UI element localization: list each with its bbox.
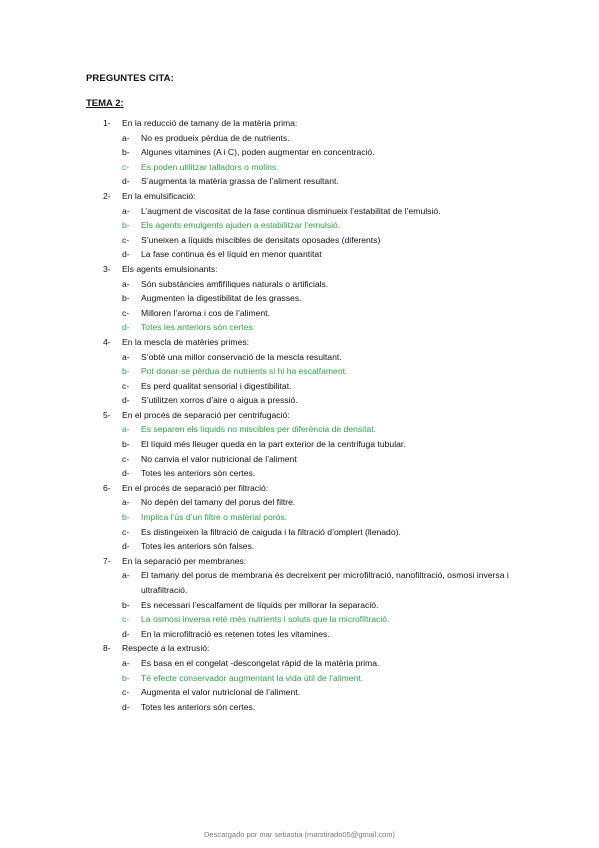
option-text: Es basa en el congelat -descongelat ràpid de la matèria prima. [141,657,380,668]
option-letter: d- [122,701,130,712]
answer-option [0,466,599,481]
question-item [0,408,599,423]
question-item [0,262,599,277]
answer-option [0,700,599,715]
answer-option [0,131,599,146]
option-letter: a- [122,424,130,435]
document-title: PREGUNTES CITA: [86,73,174,84]
question-number: 2- [103,190,111,201]
option-letter: a- [122,278,130,289]
option-text: Es distingeixen la filtració de caiguda i la filtració d’omplert (llenado). [141,526,401,537]
option-letter: b- [122,599,130,610]
answer-option [0,291,599,306]
question-number: 8- [103,643,111,654]
option-letter: d- [122,628,130,639]
option-letter: c- [122,380,130,391]
option-letter: b- [122,672,130,683]
option-text: No depèn del tamany del porus del filtre. [141,497,296,508]
question-text: En el procés de separació per filtració: [122,482,269,493]
question-number: 3- [103,263,111,274]
question-item [0,554,599,569]
option-letter: d- [122,395,130,406]
question-item [0,641,599,656]
option-text: S’obté una millor conservació de la mescla resultant. [141,351,342,362]
answer-option-correct [0,160,599,175]
answer-option [0,393,599,408]
page-footer: Descargado por mar sebastia (marstirado05@gmail.com) [203,830,396,839]
question-item [0,335,599,350]
option-text: La osmosi inversa reté més nutrients i soluts que la microfiltració. [141,614,390,625]
question-item [0,189,599,204]
option-text: S’uneixen a líquids miscibles de densitats oposades (diferents) [141,234,381,245]
answer-option-correct [0,364,599,379]
option-text: Els agents emulgents ajuden a estabilitzar l’emulsió. [141,220,341,231]
option-letter: a- [122,570,130,581]
answer-option [0,233,599,248]
option-letter: b- [122,512,130,523]
option-text: Es perd qualitat sensorial i digestibilitat. [141,380,292,391]
option-text: No canvia el valor nutricional de l’aliment [141,453,297,464]
option-letter: c- [122,307,130,318]
question-item [0,481,599,496]
question-list [0,116,599,714]
option-text: En la microfiltració es retenen totes les vitamines. [141,628,330,639]
option-text: S’augmenta la matèria grassa de l’aliment resultant. [141,176,339,187]
option-letter: a- [122,205,130,216]
option-text: Es necessari l’escalfament de líquids per millorar la separació. [141,599,379,610]
option-text: L’augment de viscositat de la fase continua disminueix l’estabilitat de l’emulsió. [141,205,441,216]
option-letter: d- [122,322,130,333]
answer-option [0,539,599,554]
option-text: No es produeix pèrdua de de nutrients. [141,132,290,143]
option-text: Algunes vitamines (A i C), poden augmentar en concentració. [141,147,375,158]
answer-option [0,627,599,642]
question-text: Respecte a la extrusió: [122,643,210,654]
option-letter: c- [122,614,130,625]
option-letter: d- [122,249,130,260]
option-text: Augmenta el valor nutricional de l’aliment. [141,687,301,698]
question-number: 4- [103,336,111,347]
option-text: El tamany del porus de membrana és decreixent per microfiltració, nanofiltració, osmosi inversa i ultrafiltració. [141,570,509,595]
option-text: El líquid més lleuger queda en la part exterior de la centrifuga tubular. [141,439,406,450]
question-number: 7- [103,555,111,566]
question-number: 6- [103,482,111,493]
option-letter: a- [122,497,130,508]
question-text: Els agents emulsionants: [122,263,218,274]
option-letter: d- [122,541,130,552]
option-letter: b- [122,293,130,304]
option-letter: c- [122,234,130,245]
option-letter: c- [122,526,130,537]
option-letter: d- [122,468,130,479]
question-item [0,116,599,131]
option-letter: c- [122,687,130,698]
question-text: En la emulsificació: [122,190,196,201]
option-text: Totes les anteriors són certes. [141,322,256,333]
answer-option [0,437,599,452]
option-letter: b- [122,366,130,377]
answer-option [0,174,599,189]
question-text: En el procés de separació per centrifugació: [122,409,290,420]
answer-option-correct [0,422,599,437]
answer-option-correct [0,320,599,335]
question-number: 1- [103,118,111,128]
answer-option-correct [0,612,599,627]
question-number: 5- [103,409,111,420]
option-letter: a- [122,132,130,143]
answer-option [0,495,599,510]
option-text: Són substàncies amfifíliques naturals o artificials. [141,278,329,289]
answer-option [0,145,599,160]
option-text: Té efecte conservador augmentant la vida útil de l’aliment. [141,672,364,683]
answer-option [0,598,599,613]
answer-option [0,247,599,262]
answer-option-correct [0,510,599,525]
question-text: En la separació per membranes: [122,555,247,566]
answer-option [0,379,599,394]
answer-option [0,685,599,700]
answer-option [0,306,599,321]
answer-option-correct [0,218,599,233]
option-text: Pot donar-se pèrdua de nutrients si hi ha escalfament. [141,366,348,377]
option-text: Milloren l’aroma i cos de l’aliment. [141,307,270,318]
option-letter: a- [122,657,130,668]
option-letter: b- [122,147,130,158]
option-text: Totes les anteriors són falses. [141,541,255,552]
option-letter: a- [122,351,130,362]
topic-heading: TEMA 2: [86,98,124,109]
answer-option [0,656,599,671]
answer-option [0,525,599,540]
option-text: Totes les anteriors són certes. [141,701,256,712]
option-text: Totes les anteriors són certes. [141,468,256,479]
answer-option-correct [0,671,599,686]
option-text: S’utilitzen xorros d’aire o aigua a pressió. [141,395,298,406]
answer-option [0,452,599,467]
option-text: Augmenten la digestibilitat de les grasses. [141,293,302,304]
option-text: Es separen els líquids no miscibles per diferència de densitat. [141,424,377,435]
option-letter: c- [122,161,130,172]
answer-option [0,568,599,597]
option-letter: d- [122,176,130,187]
question-text: En la reducció de tamany de la matèria prima: [122,118,298,128]
option-letter: c- [122,453,130,464]
option-text: La fase continua és el líquid en menor quantitat [141,249,322,260]
answer-option [0,204,599,219]
question-text: En la mescla de matèries primes: [122,336,250,347]
answer-option [0,350,599,365]
option-letter: b- [122,220,130,231]
option-text: Implica l’ús d’un filtre o material porós. [141,512,288,523]
option-letter: b- [122,439,130,450]
option-text: Es poden utilitzar talladors o molins. [141,161,279,172]
answer-option [0,277,599,292]
